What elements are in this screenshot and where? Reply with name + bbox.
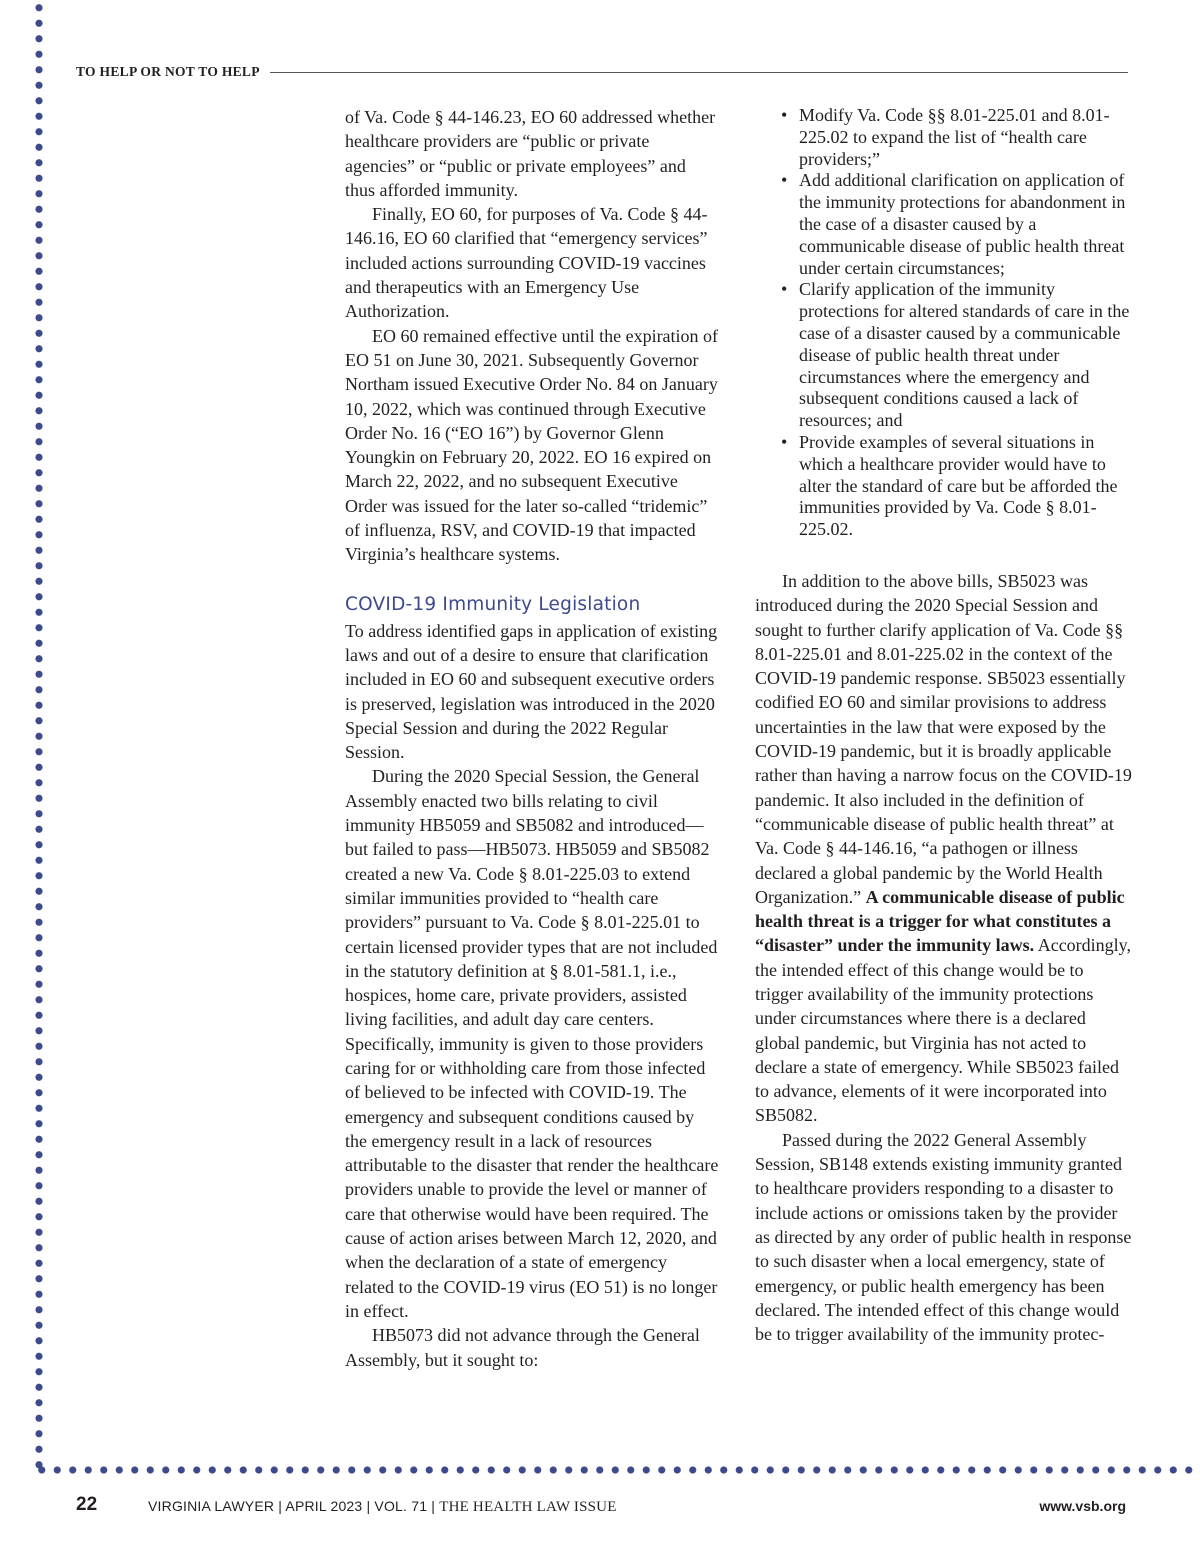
issue-title: THE HEALTH LAW ISSUE bbox=[439, 1499, 617, 1515]
right-column bbox=[755, 105, 1133, 1346]
paragraph bbox=[755, 569, 1133, 1128]
paragraph: During the 2020 Special Session, the General Assembly enacted two bills relating to civil immunity HB5059 and SB5082 and introduced—but failed to pass—HB5073. HB5059 and SB5082 created a new Va. Code § 8.01-225.03 to extend similar immunities provided to “health care providers” pursuant to Va. Code § 8.01-225.01 to certain licensed provider types that are not included in the statutory definition at § 8.01-581.1, i.e., hospices, home care, private providers, assisted living facilities, and adult day care centers. Specifically, immunity is given to those providers caring for or withholding care from those infected of believed to be infected with COVID-19. The emergency and subsequent conditions caused by the emergency result in a lack of resources attributable to the disaster that render the healthcare providers unable to provide the level or manner of care that otherwise would have been required. The cause of action arises between March 12, 2020, and when the declaration of a state of emergency related to the COVID-19 virus (EO 51) is no longer in effect. bbox=[345, 766, 719, 1321]
list-item: • Provide examples of several situations in which a healthcare provider would have to alter the standard of care but be afforded the immunities provided by Va. Code § 8.01-225.02. bbox=[755, 432, 1133, 541]
bold-emphasis: A communicable disease of public health threat is a trigger for what constitutes a “disaster” under the immunity laws. bbox=[755, 886, 1125, 956]
running-head bbox=[76, 64, 1128, 80]
paragraph-text: Accordingly, the intended effect of this change would be to trigger availability of the immunity protections under circumstances where there is a declared global pandemic, but Virginia has not acted to declare a state of emergency. While SB5023 failed to advance, elements of it were incorporated into SB5082. bbox=[755, 935, 1132, 1126]
paragraph: EO 60 remained effective until the expiration of EO 51 on June 30, 2021. Subsequently Governor Northam issued Executive Order No. 84 on January 10, 2022, which was continued through Executive Order No. 16 (“EO 16”) by Governor Glenn Youngkin on February 20, 2022. EO 16 expired on March 22, 2022, and no subsequent Executive Order was issued for the later so-called “tridemic” of influenza, RSV, and COVID-19 that impacted Virginia’s healthcare systems. bbox=[345, 325, 719, 565]
section-heading: COVID-19 Immunity Legislation bbox=[345, 593, 641, 615]
publication-name: VIRGINIA LAWYER | APRIL 2023 | VOL. 71 | bbox=[148, 1498, 436, 1514]
page-number: 22 bbox=[76, 1494, 98, 1515]
paragraph: HB5073 did not advance through the General Assembly, but it sought to: bbox=[345, 1325, 700, 1370]
paragraph: Finally, EO 60, for purposes of Va. Code § 44-146.16, EO 60 clarified that “emergency services” included actions surrounding COVID-19 vaccines and therapeutics with an Emergency Use Authorization. bbox=[345, 204, 708, 322]
running-head-title: TO HELP OR NOT TO HELP bbox=[76, 64, 260, 79]
spacer bbox=[755, 541, 1133, 569]
left-column bbox=[345, 105, 720, 1372]
publication-info bbox=[148, 1497, 617, 1516]
decorative-dotted-border-bottom bbox=[34, 1464, 1200, 1476]
running-head-rule bbox=[270, 72, 1128, 73]
bullet-list bbox=[755, 105, 1133, 541]
website-url: www.vsb.org bbox=[1039, 1498, 1126, 1514]
decorative-dotted-border-left bbox=[34, 0, 44, 1470]
page-footer bbox=[0, 1494, 1200, 1524]
list-item: • Add additional clarification on application of the immunity protections for abandonment in the case of a disaster caused by a communicable disease of public health threat under certain circumstances; bbox=[755, 170, 1133, 279]
list-item: • Clarify application of the immunity protections for altered standards of care in the case of a disaster caused by a communicable disease of public health threat under circumstances where the emergency and subsequent conditions caused a lack of resources; and bbox=[755, 279, 1133, 432]
paragraph: Passed during the 2022 General Assembly Session, SB148 extends existing immunity granted to healthcare providers responding to a disaster to include actions or omissions taken by the provider as directed by any order of public health in response to such disaster when a local emergency, state of emergency, or public health emergency has been declared. The intended effect of this change would be to trigger availability of the immunity protec- bbox=[755, 1129, 1132, 1345]
paragraph-text: In addition to the above bills, SB5023 was introduced during the 2020 Special Session and sought to further clarify application of Va. Code §§ 8.01-225.01 and 8.01-225.02 in the context of the COVID-19 pandemic response. SB5023 essentially codified EO 60 and similar provisions to address uncertainties in the law that were exposed by the COVID-19 pandemic, but it is broadly applicable rather than having a narrow focus on the COVID-19 pandemic. It also included in the definition of “communicable disease of public health threat” at Va. Code § 44-146.16, “a pathogen or illness declared a global pandemic by the World Health Organization.” bbox=[755, 570, 1132, 907]
paragraph: To address identified gaps in application of existing laws and out of a desire to ensure that clarification included in EO 60 and subsequent executive orders is preserved, legislation was introduced in the 2020 Special Session and during the 2022 Regular Session. bbox=[345, 620, 718, 763]
list-item: • Modify Va. Code §§ 8.01-225.01 and 8.01-225.02 to expand the list of “health care providers;” bbox=[755, 105, 1133, 170]
paragraph: of Va. Code § 44-146.23, EO 60 addressed whether healthcare providers are “public or private agencies” or “public or private employees” and thus afforded immunity. bbox=[345, 107, 716, 200]
